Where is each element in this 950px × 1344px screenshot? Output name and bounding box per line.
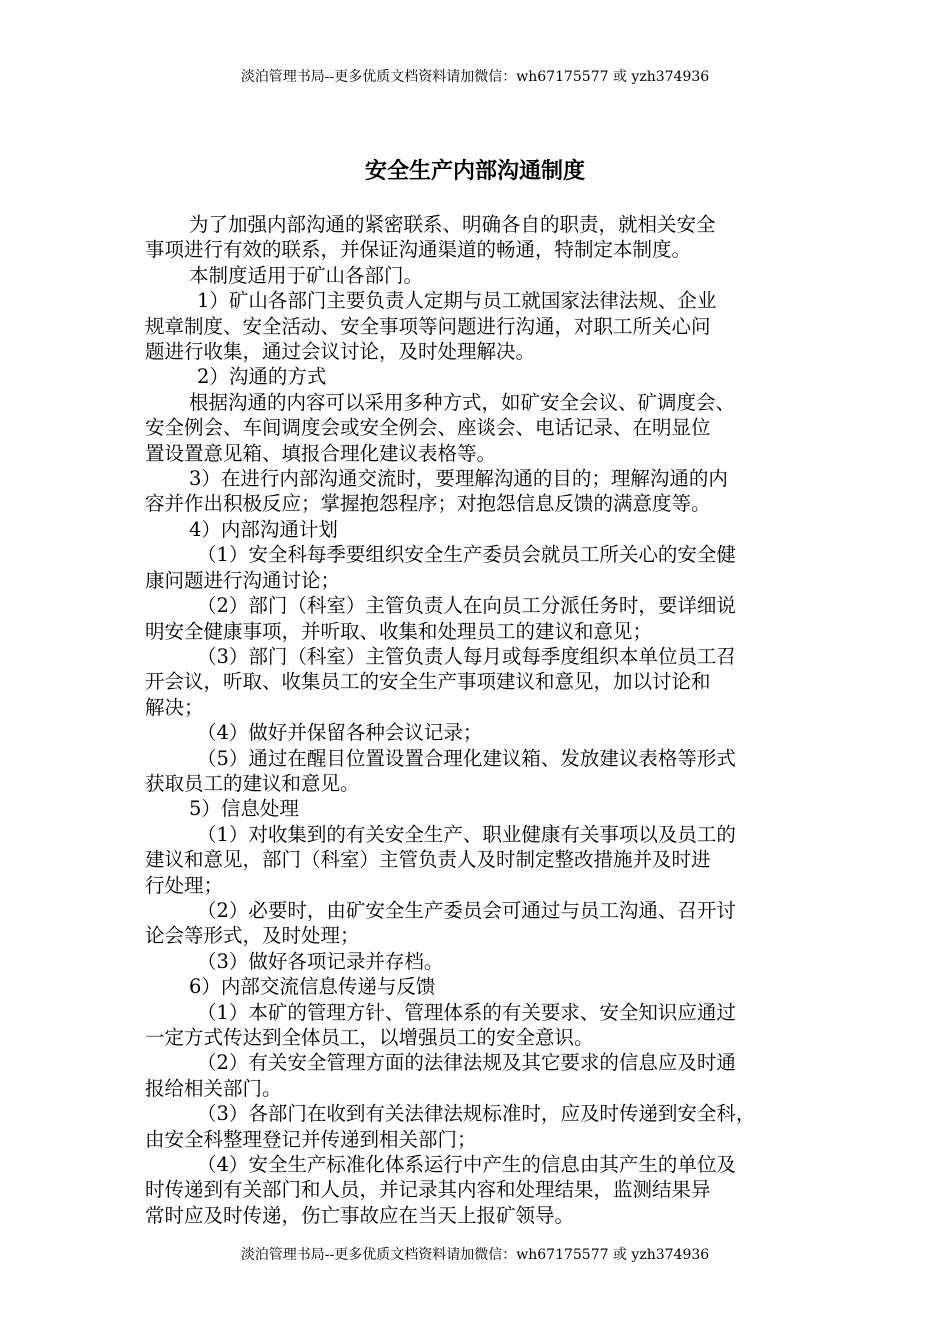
- body-line: （2）必要时，由矿安全生产委员会可通过与员工沟通、召开讨: [197, 898, 736, 922]
- body-line: （3）各部门在收到有关法律法规标准时，应及时传递到安全科，: [197, 1102, 756, 1126]
- body-line: （1）对收集到的有关安全生产、职业健康有关事项以及员工的: [197, 822, 736, 846]
- body-line: 2）沟通的方式: [197, 365, 327, 389]
- document-title: 安全生产内部沟通制度: [364, 158, 585, 184]
- body-line: 一定方式传达到全体员工，以增强员工的安全意识。: [145, 1026, 594, 1049]
- body-line: 安全例会、车间调度会或安全例会、座谈会、电话记录、在明显位: [145, 416, 711, 440]
- page-header: 淡泊管理书局--更多优质文档资料请加微信：wh67175577 或 yzh374936: [240, 69, 710, 85]
- body-line: 时传递到有关部门和人员，并记录其内容和处理结果，监测结果异: [145, 1178, 711, 1202]
- body-line: （4）安全生产标准化体系运行中产生的信息由其产生的单位及: [197, 1153, 736, 1177]
- body-line: （3）做好各项记录并存档。: [197, 949, 444, 973]
- body-line: 开会议，听取、收集员工的安全生产事项建议和意见，加以讨论和: [145, 670, 711, 694]
- body-line: （4）做好并保留各种会议记录；: [197, 721, 483, 745]
- body-line: 获取员工的建议和意见。: [145, 771, 360, 795]
- body-line: （1）本矿的管理方针、管理体系的有关要求、安全知识应通过: [197, 1000, 736, 1024]
- body-line: 根据沟通的内容可以采用多种方式，如矿安全会议、矿调度会、: [189, 390, 736, 414]
- body-line: 解决；: [145, 695, 204, 719]
- body-line: （1）安全科每季要组织安全生产委员会就员工所关心的安全健: [197, 543, 736, 567]
- body-line: 康问题进行沟通讨论；: [145, 568, 341, 592]
- body-line: 规章制度、安全活动、安全事项等问题进行沟通，对职工所关心问: [145, 314, 711, 338]
- body-line: 常时应及时传递，伤亡事故应在当天上报矿领导。: [145, 1203, 575, 1227]
- body-line: 本制度适用于矿山各部门。: [189, 263, 424, 287]
- page-footer: 淡泊管理书局--更多优质文档资料请加微信：wh67175577 或 yzh374936: [240, 1247, 710, 1263]
- body-line: 4）内部沟通计划: [189, 517, 338, 541]
- body-line: （5）通过在醒目位置设置合理化建议箱、发放建议表格等形式: [197, 746, 736, 770]
- body-line: 6）内部交流信息传递与反馈: [189, 975, 436, 999]
- body-line: 置设置意见箱、填报合理化建议表格等。: [145, 441, 497, 465]
- body-line: 事项进行有效的联系，并保证沟通渠道的畅通，特制定本制度。: [145, 238, 692, 262]
- body-line: （3）部门（科室）主管负责人每月或每季度组织本单位员工召: [197, 644, 736, 668]
- body-line: 为了加强内部沟通的紧密联系、明确各自的职责，就相关安全: [189, 213, 716, 236]
- body-line: 由安全科整理登记并传递到相关部门；: [145, 1127, 477, 1151]
- body-line: 容并作出积极反应；掌握抱怨程序；对抱怨信息反馈的满意度等。: [145, 492, 711, 516]
- body-line: （2）有关安全管理方面的法律法规及其它要求的信息应及时通: [197, 1051, 736, 1075]
- body-line: 明安全健康事项，并听取、收集和处理员工的建议和意见；: [145, 619, 653, 643]
- body-line: 行处理；: [145, 873, 224, 897]
- body-line: 1）矿山各部门主要负责人定期与员工就国家法律法规、企业: [197, 289, 717, 313]
- body-line: 3）在进行内部沟通交流时，要理解沟通的目的；理解沟通的内: [189, 467, 728, 491]
- body-line: 5）信息处理: [189, 797, 299, 821]
- body-line: 报给相关部门。: [145, 1076, 282, 1100]
- body-line: 论会等形式，及时处理；: [145, 924, 360, 948]
- body-line: 题进行收集，通过会议讨论，及时处理解决。: [145, 340, 536, 364]
- body-line: 建议和意见，部门（科室）主管负责人及时制定整改措施并及时进: [145, 848, 711, 872]
- body-line: （2）部门（科室）主管负责人在向员工分派任务时，要详细说: [197, 594, 736, 618]
- document-body: [145, 212, 815, 1228]
